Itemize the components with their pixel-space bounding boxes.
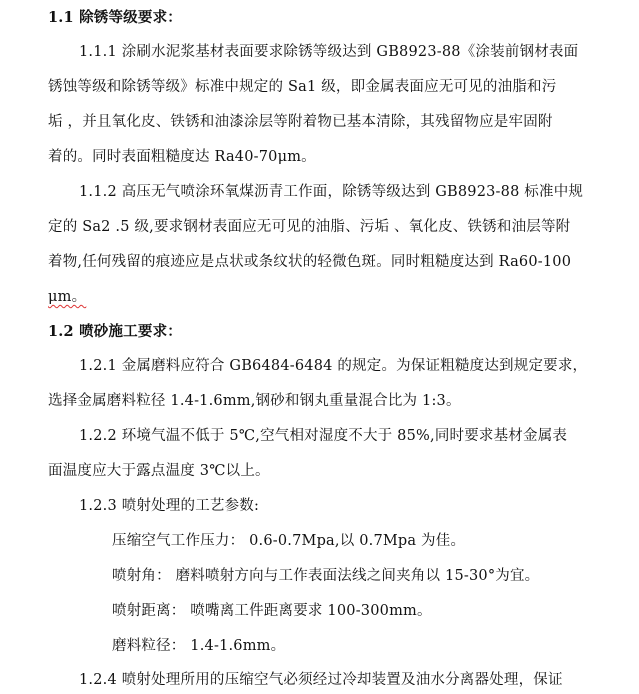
param-abrasive-size: 磨料粒径： 1.4-1.6mm。	[112, 638, 286, 654]
paragraph-1-2-2-line-1: 1.2.2 环境气温不低于 5℃,空气相对湿度不大于 85%,同时要求基材金属表	[79, 428, 568, 444]
paragraph-1-2-4-line-1: 1.2.4 喷射处理所用的压缩空气必须经过冷却装置及油水分离器处理，保证	[79, 672, 563, 688]
paragraph-1-1-1-line-2: 锈蚀等级和除锈等级》标准中规定的 Sa1 级，即金属表面应无可见的油脂和污	[48, 79, 557, 95]
paragraph-1-2-1-line-2: 选择金属磨料粒径 1.4-1.6mm,钢砂和钢丸重量混合比为 1:3。	[48, 393, 461, 409]
paragraph-1-1-1-line-4: 着的。同时表面粗糙度达 Ra40-70μm。	[48, 149, 316, 165]
paragraph-1-2-1-line-1: 1.2.1 金属磨料应符合 GB6484-6484 的规定。为保证粗糙度达到规定要求，	[79, 358, 588, 374]
param-spray-angle: 喷射角： 磨料喷射方向与工作表面法线之间夹角以 15-30°为宜。	[112, 568, 540, 584]
paragraph-1-1-2-line-4: μm。	[48, 289, 87, 305]
param-spray-distance: 喷射距离： 喷嘴离工件距离要求 100-300mm。	[112, 603, 432, 619]
section-heading-1-2: 1.2 喷砂施工要求：	[48, 323, 182, 340]
param-air-pressure: 压缩空气工作压力： 0.6-0.7Mpa,以 0.7Mpa 为佳。	[112, 533, 466, 549]
paragraph-1-1-2-line-3: 着物,任何残留的痕迹应是点状或条纹状的轻微色斑。同时粗糙度达到 Ra60-100	[48, 254, 572, 270]
paragraph-1-1-1-line-3: 垢 ，并且氧化皮、铁锈和油漆涂层等附着物已基本清除，其残留物应是牢固附	[48, 114, 553, 130]
paragraph-1-2-2-line-2: 面温度应大于露点温度 3℃以上。	[48, 463, 270, 479]
paragraph-1-1-2-line-2: 定的 Sa2 .5 级,要求钢材表面应无可见的油脂、污垢 、氧化皮、铁锈和油层等附	[48, 219, 571, 235]
paragraph-1-2-3-line-1: 1.2.3 喷射处理的工艺参数:	[79, 498, 260, 514]
paragraph-1-1-1-line-1: 1.1.1 涂刷水泥浆基材表面要求除锈等级达到 GB8923-88《涂装前钢材表面	[79, 44, 579, 60]
paragraph-1-1-2-line-1: 1.1.2 高压无气喷涂环氧煤沥青工作面，除锈等级达到 GB8923-88 标准中规	[79, 184, 584, 200]
section-heading-1-1: 1.1 除锈等级要求：	[48, 9, 182, 26]
